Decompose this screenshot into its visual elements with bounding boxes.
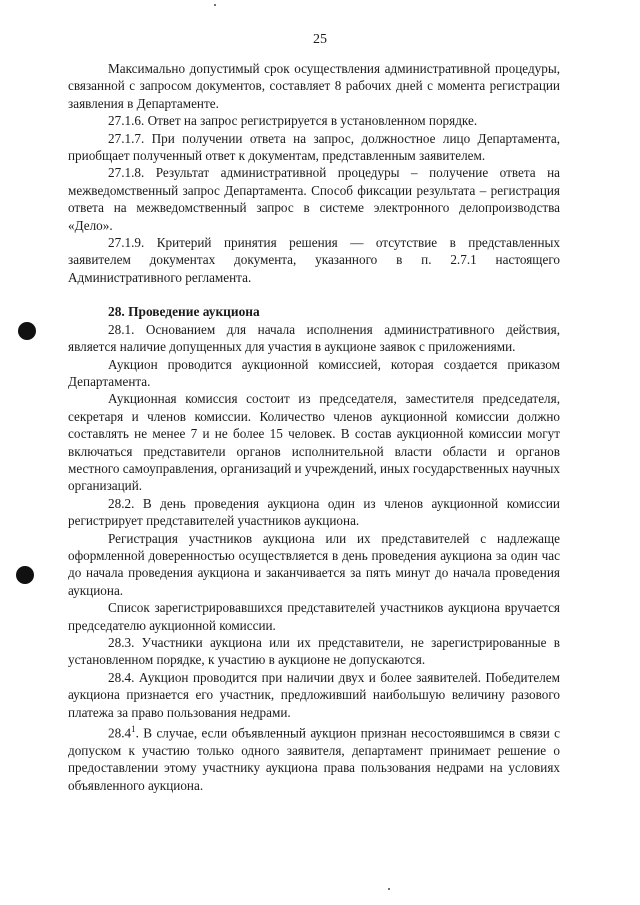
paragraph-28-4: 28.4. Аукцион проводится при наличии двух и более заявителей. Победителем аукциона признается его участник, предложивший наибольшую величину разового платежа за право пользования недрами. — [68, 669, 560, 720]
paragraphs-top — [68, 60, 560, 286]
paragraph-superscript: 1 — [131, 724, 136, 735]
paragraph-27-1-6: 27.1.6. Ответ на запрос регистрируется в установленном порядке. — [108, 113, 478, 129]
punch-hole-bottom — [16, 566, 34, 584]
punch-hole-top — [18, 322, 36, 340]
scan-speck — [388, 888, 390, 890]
paragraph-28-2-c: Список зарегистрировавшихся представителей участников аукциона вручается председателю аукционной комиссии. — [68, 600, 560, 633]
paragraph-number: 28.4 — [108, 725, 132, 741]
paragraph-28-1-b: Аукцион проводится аукционной комиссией, которая создается приказом Департамента. — [68, 356, 560, 389]
paragraph-28-1-c: Аукционная комиссия состоит из председателя, заместителя председателя, секретаря и членов комиссии. Количество членов аукционной комиссии должно составлять не менее 7 и не более 15 человек. В состав аукционной комиссии могут включаться представители органов исполнительной власти области и органов местного самоуправления, организаций и учреждений, иных государственных научных организаций. — [68, 391, 560, 494]
page-number: 25 — [313, 32, 327, 47]
paragraph-28-1: 28.1. Основанием для начала исполнения административного действия, является наличие допущенных для участия в аукционе заявок с приложениями. — [68, 321, 560, 355]
paragraph-27-1-7: 27.1.7. При получении ответа на запрос, должностное лицо Департамента, приобщает полученный ответ к документам, представленным заявителем. — [68, 130, 560, 164]
paragraph-28-2-b: Регистрация участников аукциона или их представителей с надлежаще оформленной доверенностью осуществляется в день проведения аукциона за один час до начала проведения аукциона и заканчивается за пять минут до начала проведения аукциона. — [68, 530, 560, 598]
paragraph-27-1-8: 27.1.8. Результат административной процедуры – получение ответа на межведомственный запрос Департамента. Способ фиксации результата – регистрация ответа на межведомственный запрос в системе электронного делопроизводства «Дело». — [68, 165, 560, 233]
section-heading: 28. Проведение аукциона — [108, 304, 260, 320]
scan-speck — [214, 4, 216, 6]
paragraph-28-3: 28.3. Участники аукциона или их представители, не зарегистрированные в установленном порядке, к участию в аукционе не допускаются. — [68, 635, 560, 668]
paragraph-28-2: 28.2. В день проведения аукциона один из членов аукционной комиссии регистрирует представителей участников аукциона. — [68, 495, 560, 529]
paragraphs-section — [68, 321, 560, 721]
paragraph-28-4-1 — [68, 721, 560, 794]
paragraph-intro: Максимально допустимый срок осуществления административной процедуры, связанной с запросом документов, составляет 8 рабочих дней с момента регистрации заявления в Департаменте. — [68, 61, 560, 111]
paragraph-27-1-9: 27.1.9. Критерий принятия решения — отсутствие в представленных заявителем документах документа, указанного в п. 2.7.1 настоящего Административного регламента. — [68, 235, 560, 285]
paragraph-text: . В случае, если объявленный аукцион признан несостоявшимся в связи с допуском к участию только одного заявителя, департамент принимает решение о предоставлении этому участнику аукциона права пользования недрами на условиях объявленного аукциона. — [68, 725, 560, 793]
document-body — [68, 60, 560, 794]
